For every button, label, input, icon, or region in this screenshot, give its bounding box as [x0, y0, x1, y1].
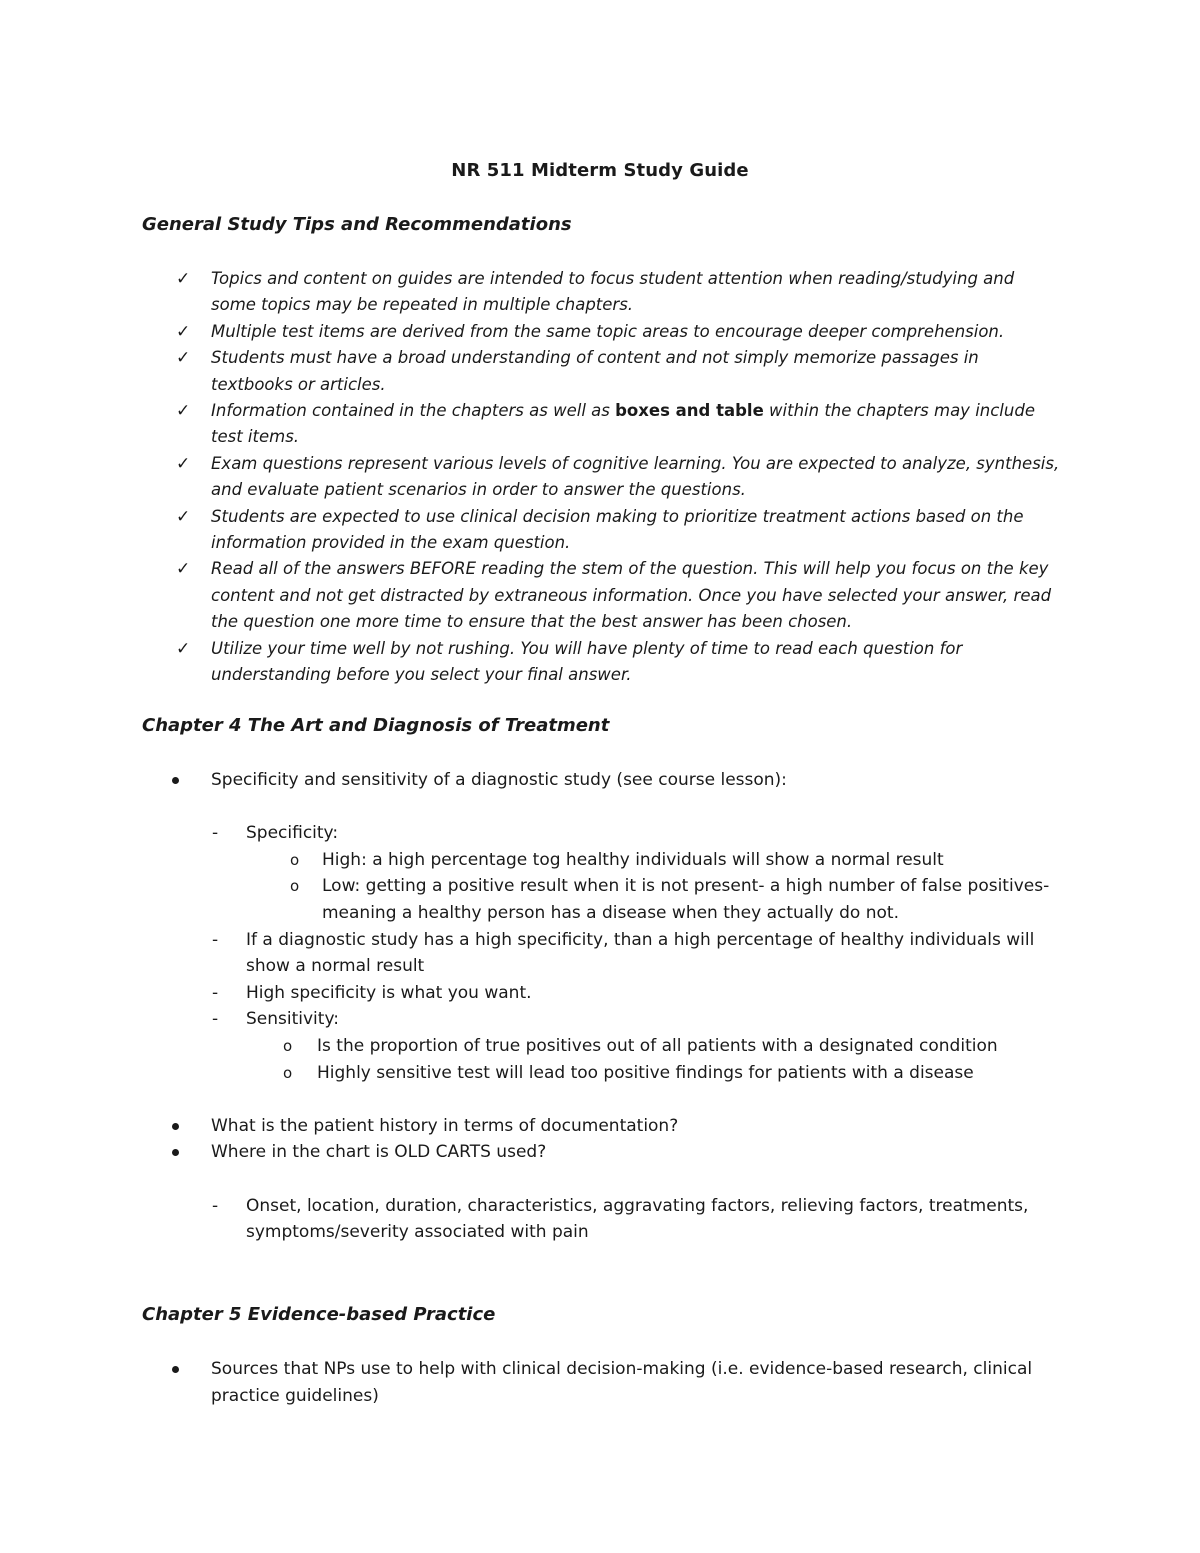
list-item: o Highly sensitive test will lead too positive findings for patients with a disease — [142, 1060, 1062, 1087]
dash-icon: - — [212, 1009, 219, 1030]
list-item: Sources that NPs use to help with clinical decision-making (i.e. evidence-based research, clinical practice guidelines) — [142, 1356, 1062, 1409]
checkmark-icon: ✓ — [176, 269, 191, 289]
dash-icon: - — [212, 1195, 219, 1216]
bullet-icon — [172, 1123, 179, 1130]
chapter5-content — [142, 1356, 1062, 1409]
general-tips-list — [142, 266, 1062, 689]
checkmark-icon: ✓ — [176, 559, 191, 580]
list-item: Where in the chart is OLD CARTS used? — [142, 1139, 1062, 1166]
checkmark-icon: ✓ — [176, 638, 191, 659]
list-item: Specificity and sensitivity of a diagnostic study (see course lesson): — [142, 767, 1062, 794]
checkmark-icon: ✓ — [176, 348, 191, 369]
chapter4-heading: Chapter 4 The Art and Diagnosis of Treatment — [142, 715, 610, 736]
list-item: ✓ Students are expected to use clinical decision making to prioritize treatment actions based on the information provided in the exam question. — [142, 504, 1062, 557]
list-item: ✓ Multiple test items are derived from the same topic areas to encourage deeper comprehension. — [142, 319, 1062, 345]
circle-bullet-icon: o — [290, 877, 300, 896]
checkmark-icon: ✓ — [176, 506, 191, 527]
list-item: o High: a high percentage tog healthy individuals will show a normal result — [142, 847, 1062, 874]
list-item: ✓ Read all of the answers BEFORE reading the stem of the question. This will help you focus on the key content and not get distracted by extraneous information. Once you have selected your answer, read the question one more time to ensure that the best answer has been chosen. — [142, 556, 1062, 635]
list-item: - Onset, location, duration, characteristics, aggravating factors, relieving factors, treatments, symptoms/severity associated with pain — [142, 1193, 1062, 1246]
list-item: ✓ Information contained in the chapters as well as boxes and table within the chapters may include test items. — [142, 398, 1062, 451]
list-item: - Specificity: — [142, 820, 1062, 847]
chapter4-content — [142, 767, 1062, 1246]
dash-icon: - — [212, 823, 219, 844]
dash-icon: - — [212, 929, 219, 950]
circle-bullet-icon: o — [283, 1036, 293, 1055]
document-title: NR 511 Midterm Study Guide — [451, 160, 749, 181]
list-item: - If a diagnostic study has a high specificity, than a high percentage of healthy individuals will show a normal result — [142, 927, 1062, 980]
bullet-icon — [172, 1149, 179, 1156]
bullet-icon — [172, 1366, 179, 1373]
list-item: ✓ Students must have a broad understanding of content and not simply memorize passages in textbooks or articles. — [142, 345, 1062, 398]
circle-bullet-icon: o — [290, 850, 300, 869]
list-item: - Sensitivity: — [142, 1006, 1062, 1033]
list-item: ✓ Utilize your time well by not rushing. You will have plenty of time to read each question for understanding before you select your final answer. — [142, 636, 1062, 689]
list-item: o Low: getting a positive result when it is not present- a high number of false positives- meaning a healthy person has a disease when they actually do not. — [142, 873, 1062, 926]
bold-emphasis: boxes and table — [615, 401, 764, 421]
list-item: - High specificity is what you want. — [142, 980, 1062, 1007]
list-item: o Is the proportion of true positives out of all patients with a designated condition — [142, 1033, 1062, 1060]
list-item: ✓ Topics and content on guides are intended to focus student attention when reading/studying and some topics may be repeated in multiple chapters. — [142, 266, 1062, 319]
checkmark-icon: ✓ — [176, 321, 191, 342]
list-item: ✓ Exam questions represent various levels of cognitive learning. You are expected to analyze, synthesis, and evaluate patient scenarios in order to answer the questions. — [142, 451, 1062, 504]
bullet-icon — [172, 777, 179, 784]
general-tips-heading: General Study Tips and Recommendations — [142, 214, 572, 235]
checkmark-icon: ✓ — [176, 401, 191, 422]
circle-bullet-icon: o — [283, 1063, 293, 1082]
chapter5-heading: Chapter 5 Evidence-based Practice — [142, 1304, 496, 1325]
dash-icon: - — [212, 982, 219, 1003]
list-item: What is the patient history in terms of documentation? — [142, 1113, 1062, 1140]
checkmark-icon: ✓ — [176, 453, 191, 474]
